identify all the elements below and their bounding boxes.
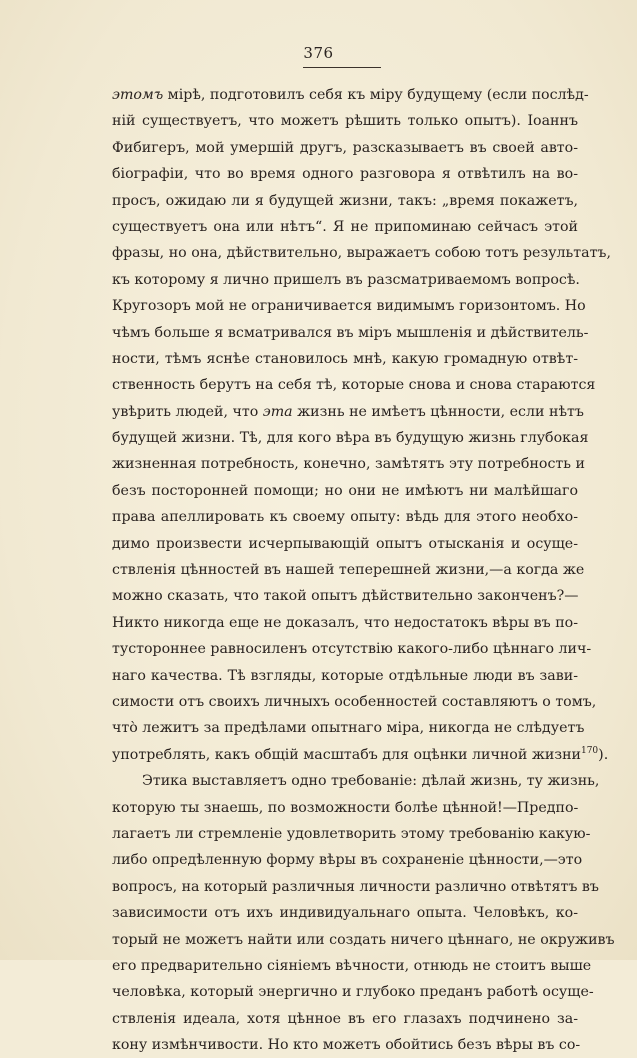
text-line: которую ты знаешь, по возможности болѣе цѣнной!—Предпо-	[112, 799, 579, 816]
text-line: димо произвести исчерпывающій опытъ отысканія и осуще-	[112, 535, 578, 552]
text-line: Кругозоръ мой не ограничивается видимымъ горизонтомъ. Но	[112, 298, 586, 315]
text-line: ствленія цѣнностей въ нашей теперешней жизни,—а когда же	[112, 562, 585, 579]
italic-word: эта	[262, 403, 293, 420]
header-rule	[303, 67, 381, 68]
text-line: ности, тѣмъ яснѣе становилось мнѣ, какую громадную отвѣт-	[112, 350, 578, 367]
text-line: либо опредѣленную форму вѣры въ сохраненіе цѣнности,—это	[112, 852, 583, 869]
text-line: человѣка, который энергично и глубоко преданъ работѣ осуще-	[112, 984, 594, 1001]
text-line: его предварительно сіяніемъ вѣчности, отнюдь не стоитъ выше	[112, 957, 592, 974]
text-line: ственность берутъ на себя тѣ, которые снова и снова стараются	[112, 377, 596, 394]
text-line: лагаетъ ли стремленіе удовлетворить этому требованію какую-	[112, 825, 591, 842]
page-number: 376	[303, 44, 334, 62]
text-line: можно сказать, что такой опытъ дѣйствительно законченъ?—	[112, 588, 579, 605]
text-line: тустороннее равносиленъ отсутствію какого-либо цѣннаго лич-	[112, 641, 592, 658]
text-line: симости отъ своихъ личныхъ особенностей составляютъ о томъ,	[112, 693, 597, 710]
line-text: мірѣ, подготовилъ себя къ міру будущему (если послѣд-	[163, 87, 589, 103]
text-line: фразы, но она, дѣйствительно, выражаетъ собою тотъ результатъ,	[112, 245, 611, 262]
text-line	[112, 742, 609, 768]
text-line: торый не можетъ найти или создать ничего цѣннаго, не окруживъ	[112, 931, 615, 948]
text-line: біографіи, что во время одного разговора я отвѣтилъ на во-	[112, 166, 578, 183]
text-line	[112, 399, 584, 425]
paragraph-start-line	[112, 768, 600, 794]
text-line	[112, 82, 589, 108]
text-line: просъ, ожидаю ли я будущей жизни, такъ: „время покажетъ,	[112, 192, 578, 209]
text-line: зависимости отъ ихъ индивидуальнаго опыта. Человѣкъ, ко-	[112, 905, 578, 922]
text-line: будущей жизни. Тѣ, для кого вѣра въ будущую жизнь глубокая	[112, 430, 589, 447]
text-line: кону измѣнчивости. Но кто можетъ обойтись безъ вѣры въ со-	[112, 1037, 581, 1054]
line-text: ).	[598, 746, 609, 763]
italic-word: этомъ	[112, 87, 164, 103]
body-text	[112, 82, 615, 1058]
line-text: увѣрить людей, что	[112, 403, 263, 420]
text-line: Фибигеръ, мой умершій другъ, разсказываетъ въ своей авто-	[112, 139, 578, 156]
text-line: вопросъ, на который различныя личности различно отвѣтятъ въ	[112, 878, 599, 895]
text-line: ній существуетъ, что можетъ рѣшить только опытъ). Іоаннъ	[112, 113, 578, 130]
text-line: чѣмъ больше я всматривался въ міръ мышленія и дѣйствитель-	[112, 324, 589, 341]
text-line: существуетъ она или нѣтъ“. Я не припоминаю сейчасъ этой	[112, 218, 578, 235]
text-line: жизненная потребность, конечно, замѣтятъ эту потребность и	[112, 456, 585, 473]
line-text: Этика выставляетъ одно требованіе: дѣлай жизнь, ту жизнь,	[142, 773, 600, 790]
text-line: права апеллировать къ своему опыту: вѣдь для этого необхо-	[112, 509, 578, 526]
text-line: ствленія идеала, хотя цѣнное въ его глазахъ подчинено за-	[112, 1010, 578, 1027]
line-text: жизнь не имѣетъ цѣнности, если нѣтъ	[292, 403, 584, 420]
text-line: Никто никогда еще не доказалъ, что недостатокъ вѣры въ по-	[112, 614, 578, 631]
text-line: что̀ лежитъ за предѣлами опытнаго міра, никогда не слѣдуетъ	[112, 720, 585, 737]
text-line: къ которому я лично пришелъ въ разсматриваемомъ вопросѣ.	[112, 271, 580, 288]
line-text: употреблять, какъ общій масштабъ для оцѣнки личной жизни	[112, 746, 581, 763]
footnote-ref[interactable]: 170	[580, 745, 599, 756]
text-line: наго качества. Тѣ взгляды, которые отдѣльные люди въ зави-	[112, 667, 578, 684]
text-line: безъ посторонней помощи; но они не имѣютъ ни малѣйшаго	[112, 482, 578, 499]
